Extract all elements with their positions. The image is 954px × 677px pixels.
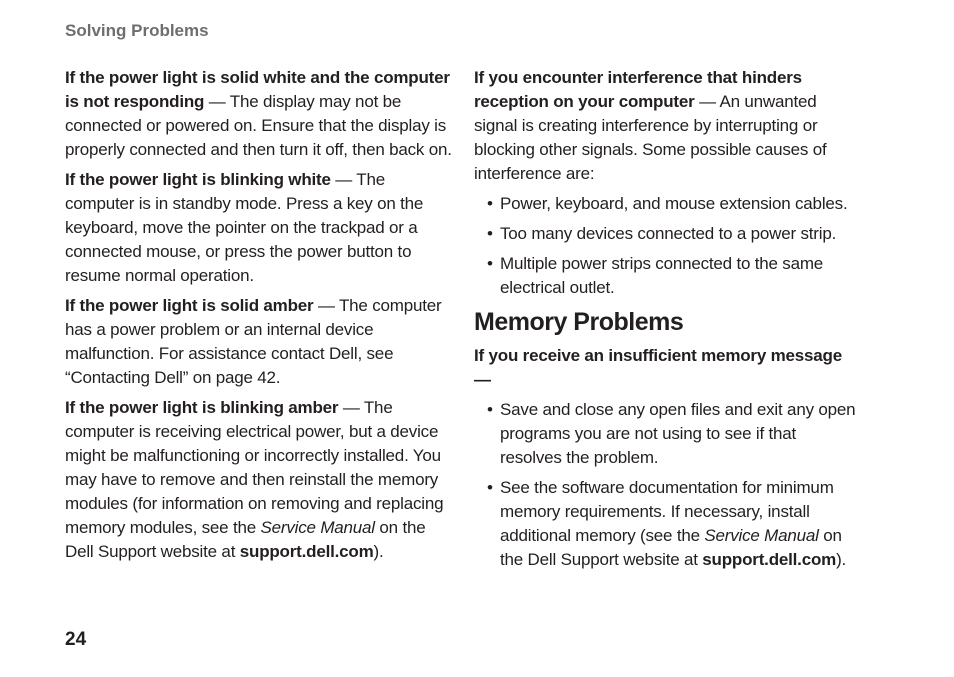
- em-dash: —: [338, 398, 364, 417]
- subheading: If you receive an insufficient memory message —: [474, 346, 842, 389]
- body-text: The computer is receiving electrical power, but a device might be malfunctioning or incorrectly installed. You may have to remove and then reinstall the memory modules (for information on removing and replacing memory modules, see the: [65, 398, 444, 537]
- em-dash: —: [204, 92, 230, 111]
- paragraph-interference: [474, 66, 860, 186]
- em-dash: —: [694, 92, 720, 111]
- list-item: • Save and close any open files and exit any open programs you are not using to see if that resolves the problem.: [474, 398, 860, 470]
- left-column: [65, 66, 453, 570]
- section-heading: Memory Problems: [474, 308, 684, 336]
- em-dash: —: [330, 170, 357, 189]
- list-item: • Multiple power strips connected to the same electrical outlet.: [474, 252, 860, 300]
- paragraph-blinking-white: [65, 168, 453, 288]
- body-text: An unwanted signal is creating interference by interrupting or blocking other signals. Some possible causes of interference are:: [474, 92, 827, 183]
- lead-text: If the power light is solid amber: [65, 296, 314, 315]
- body-text: on the Dell Support website at: [500, 526, 842, 569]
- paragraph-solid-amber: [65, 294, 453, 390]
- list-item: • Too many devices connected to a power strip.: [474, 222, 860, 246]
- body-text: The computer is in standby mode. Press a key on the keyboard, move the pointer on the trackpad or a connected mouse, or press the power button to resume normal operation.: [65, 170, 424, 285]
- lead-text: If you encounter interference that hinders reception on your computer: [474, 68, 802, 111]
- list-item: [474, 476, 860, 572]
- list-item: • Power, keyboard, and mouse extension cables.: [474, 192, 860, 216]
- paragraph-solid-white: [65, 66, 453, 162]
- body-text: The computer has a power problem or an internal device malfunction. For assistance contact Dell, see “Contacting Dell” on page 42.: [65, 296, 442, 387]
- right-column: [474, 66, 860, 578]
- service-manual-title: Service Manual: [260, 518, 375, 537]
- paragraph-blinking-amber: [65, 396, 453, 564]
- support-link[interactable]: support.dell.com: [702, 550, 837, 569]
- lead-text: If the power light is solid white and the computer is not responding: [65, 68, 450, 111]
- running-header: Solving Problems: [65, 21, 209, 40]
- body-text: on the Dell Support website at: [65, 518, 426, 561]
- lead-text: If the power light is blinking amber: [65, 398, 339, 417]
- service-manual-title: Service Manual: [704, 526, 819, 545]
- memory-steps-list: [474, 398, 860, 572]
- em-dash: —: [313, 296, 339, 315]
- body-text: The display may not be connected or powered on. Ensure that the display is properly connected and then turn it off, then back on.: [65, 92, 452, 159]
- body-text: See the software documentation for minimum memory requirements. If necessary, install additional memory (see the: [500, 478, 834, 545]
- lead-text: If the power light is blinking white: [65, 170, 331, 189]
- body-text: ).: [836, 550, 847, 569]
- support-link[interactable]: support.dell.com: [239, 542, 374, 561]
- body-text: ).: [373, 542, 384, 561]
- interference-causes-list: [474, 192, 860, 300]
- page-number: 24: [65, 629, 87, 650]
